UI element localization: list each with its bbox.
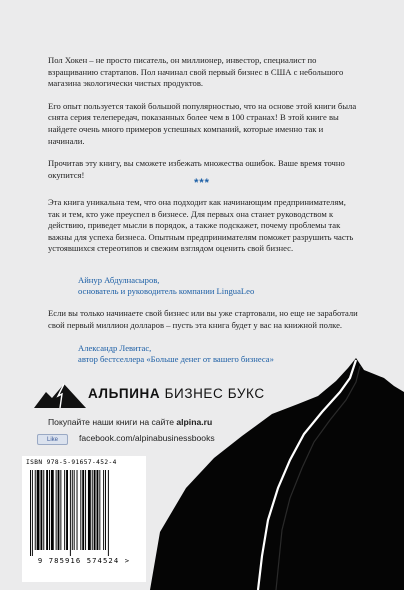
barcode-bar bbox=[35, 470, 36, 550]
barcode-bar bbox=[56, 470, 57, 550]
barcode-bar bbox=[82, 470, 84, 550]
review-1-role: основатель и руководитель компании LinguaLeo bbox=[78, 286, 255, 297]
barcode-bar bbox=[94, 470, 96, 550]
review-2-attribution bbox=[78, 343, 378, 366]
barcode-bar bbox=[74, 470, 75, 550]
barcode-bar bbox=[32, 470, 33, 556]
publisher-logo bbox=[34, 382, 264, 410]
barcode-bar bbox=[30, 470, 31, 556]
barcode-bar bbox=[49, 470, 50, 550]
barcode-bar bbox=[103, 470, 104, 550]
mountain-logo-icon bbox=[34, 382, 86, 408]
review-1-author: Айнур Абдулнасыров, bbox=[78, 275, 160, 285]
intro-paragraph-3: Прочитав эту книгу, вы сможете избежать множества ошибок. Ваше время точно окупится! bbox=[48, 158, 345, 180]
section-divider: *** bbox=[194, 177, 210, 189]
publisher-name-bold: АЛЬПИНА bbox=[88, 386, 161, 401]
barcode-bar bbox=[58, 470, 60, 550]
barcode-bar bbox=[88, 470, 91, 550]
barcode-bar bbox=[40, 470, 42, 550]
site-link[interactable]: alpina.ru bbox=[176, 417, 213, 427]
barcode-bar bbox=[60, 470, 61, 550]
like-label: Like bbox=[46, 437, 58, 443]
barcode-icon bbox=[30, 470, 138, 556]
promo-text: Покупайте наши книги на сайте bbox=[48, 417, 177, 427]
intro-section bbox=[48, 55, 358, 181]
publisher-name-rest: БИЗНЕС БУКС bbox=[164, 386, 265, 401]
barcode-digits: 9 785916 574524 > bbox=[37, 556, 131, 565]
isbn-number: ISBN 978-5-91657-452-4 bbox=[26, 459, 117, 466]
barcode-bar bbox=[46, 470, 48, 550]
barcode-bar bbox=[72, 470, 73, 550]
barcode-bar bbox=[108, 470, 109, 556]
review-2-text: Если вы только начинаете свой бизнес или вы уже стартовали, но еще не заработали свой первый миллион долларов – пусть эта книга будет у вас на книжной полке. bbox=[48, 308, 358, 330]
barcode-bar bbox=[70, 470, 71, 556]
barcode-panel bbox=[22, 456, 146, 582]
barcode-bar bbox=[77, 470, 78, 550]
barcode-bar bbox=[64, 470, 65, 550]
review-2-author: Александр Левитас, bbox=[78, 343, 152, 353]
review-2-role: автор бестселлера «Больше денег от вашего бизнеса» bbox=[78, 354, 274, 365]
barcode-bar bbox=[97, 470, 99, 550]
barcode-bar bbox=[85, 470, 86, 550]
facebook-like-icon[interactable] bbox=[37, 434, 68, 445]
barcode-bar bbox=[66, 470, 68, 550]
barcode-bar bbox=[43, 470, 44, 550]
review-1-attribution bbox=[78, 275, 378, 298]
publisher-name bbox=[88, 386, 265, 401]
intro-paragraph-1: Пол Хокен – не просто писатель, он миллионер, инвестор, специалист по взращиванию стартапов. Пол начинал свой первый бизнес в США с небольшого магазина экологически чистых продуктов. bbox=[48, 55, 344, 89]
barcode-bar bbox=[80, 470, 81, 550]
facebook-link[interactable]: facebook.com/alpinabusinessbooks bbox=[79, 433, 215, 443]
barcode-bar bbox=[37, 470, 40, 550]
review-1-text: Эта книга уникальна тем, что она подходит как начинающим предпринимателям, так и тем, кто уже преуспел в бизнесе. Для первых она станет руководством к действию, приведет мысли в порядок, а также подскажет, почему проблемы так важны для успеха бизнеса. Опытным предпринимателям поможет разрушить часть устоявшихся стереотипов и свежим взглядом оценить свой бизнес. bbox=[48, 197, 354, 254]
promo-line bbox=[48, 417, 212, 427]
barcode-bar bbox=[92, 470, 93, 550]
barcode-bar bbox=[51, 470, 54, 550]
barcode-bar bbox=[99, 470, 100, 550]
barcode-bar bbox=[105, 470, 106, 550]
intro-paragraph-2: Его опыт пользуется такой большой популярностью, что на основе этой книги была снята серия телепередач, показанных более чем в 100 странах! В этой книге вы найдете очень много примеров успешных компаний, которые именно так и начинали. bbox=[48, 100, 357, 146]
